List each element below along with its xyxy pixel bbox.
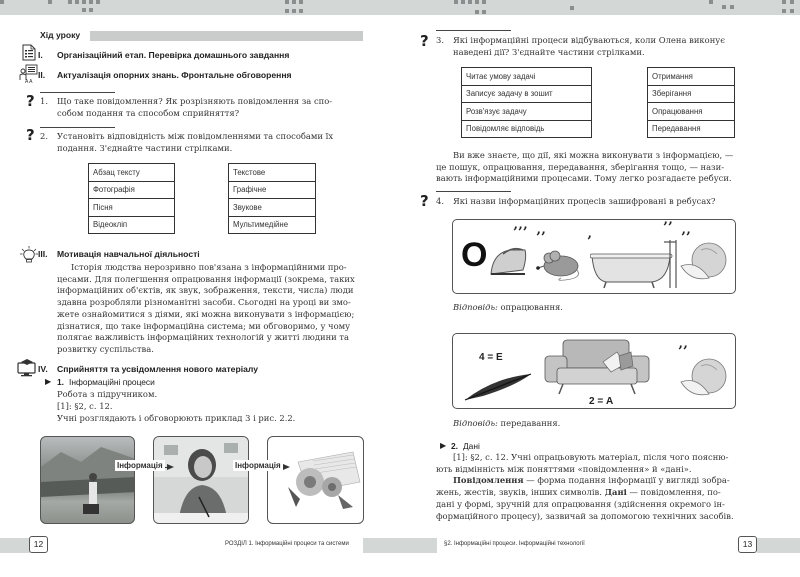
footer-bar	[0, 538, 30, 553]
term-data: Дані	[604, 487, 627, 498]
question-3-line1: Які інформаційні процеси відбуваються, коли Олена виконує	[453, 35, 725, 45]
q2-right-cell: Мультимедійне	[229, 216, 316, 234]
landscape-photo	[40, 436, 135, 524]
girl-writing-photo	[153, 436, 249, 524]
paragraph-line: [1]: §2, с. 12. Учні опрацьовують матеріал, після чого поясню-	[453, 452, 729, 462]
paragraph-line: здавна розробляли різноманітні засоби. Сьогодні на уроці ви змо-	[57, 297, 351, 308]
q2-left-cell: Пісня	[89, 199, 175, 217]
stage-3-title: Мотивація навчальної діяльності	[57, 249, 200, 259]
feather-icon	[463, 372, 535, 402]
subsection-1-line: Робота з підручником.	[57, 389, 158, 399]
question-2-line1: Установіть відповідність між повідомленнями та способами їх	[57, 131, 334, 141]
subsection-1-line: Учні розглядають і обговорюють приклад 3 і рис. 2.2.	[57, 413, 296, 423]
paragraph-text: — форма подання інформації у вигляді зобра-	[523, 475, 730, 486]
question-mark-icon: ?	[420, 32, 429, 50]
rebus-comma-mark: ’	[587, 234, 592, 250]
q3-right-cell: Передавання	[648, 120, 735, 138]
mouse-icon	[535, 248, 585, 284]
lesson-heading: Хід уроку	[40, 30, 81, 40]
paragraph-line: ють відмінність між поняттями «повідомлення» й «дані».	[436, 463, 692, 474]
svg-text:A A: A A	[25, 79, 33, 84]
rebus-hint-4e: 4 = Е	[479, 352, 503, 363]
discussion-group-icon	[18, 64, 38, 84]
q3-right-cell: Зберігання	[648, 85, 735, 103]
rebus-1-box	[452, 219, 736, 294]
stage-2-numeral: II.	[38, 70, 46, 80]
paragraph-line: інформаційних об'єктів, як звук, зображення, тексти, числа) люди	[57, 285, 354, 296]
stage-1-numeral: I.	[38, 50, 43, 60]
paragraph-line: жете ознайомитися з діями, які можна виконувати з інформацією;	[57, 308, 355, 319]
checklist-icon	[22, 44, 36, 61]
question-2-number: 2.	[40, 131, 48, 141]
bathtub-icon	[590, 228, 680, 290]
motivation-paragraph	[57, 262, 367, 356]
question-mark-icon: ?	[26, 92, 35, 110]
q3-left-cell: Повідомляє відповідь	[462, 120, 592, 138]
answer-label: Відповідь:	[453, 418, 498, 428]
page-number: 13	[738, 536, 757, 553]
arrow-head-icon	[167, 464, 174, 470]
melon-icon	[679, 354, 729, 399]
question-1-line2: собом подання та способом сприйняття?	[57, 108, 240, 118]
question-4-number: 4.	[436, 196, 444, 206]
paragraph-line: це пошук, опрацювання, передавання, зберігання тощо, — нази-	[436, 161, 725, 172]
info-arrow-label: Інформація	[117, 461, 163, 470]
top-decor-bar	[400, 0, 800, 15]
iron-icon	[489, 244, 529, 278]
question-rule	[40, 92, 115, 93]
q3-processes-table	[647, 67, 735, 138]
q2-messages-table	[88, 163, 175, 234]
paragraph-line: вають інформаційними процесами. Тому легко розгадаєте ребуси.	[436, 173, 732, 184]
q3-left-cell: Читає умову задачі	[462, 68, 592, 86]
rebus-hint-2a: 2 = А	[589, 396, 614, 407]
bullet-arrow-icon: ▶	[440, 441, 447, 450]
lightbulb-icon	[20, 246, 38, 264]
footer-bar	[400, 538, 437, 553]
paragraph-line	[436, 487, 770, 499]
question-mark-icon: ?	[26, 126, 35, 144]
stage-4-title: Сприйняття та усвідомлення нового матеріалу	[57, 364, 258, 374]
answer-value: передавання.	[500, 418, 561, 428]
right-page	[400, 0, 800, 577]
footer-bar	[363, 538, 400, 553]
rebus-comma-mark: ’’	[536, 230, 546, 246]
footer-chapter-title: РОЗДІЛ 1. Інформаційні процеси та системи	[225, 541, 349, 547]
q2-left-cell: Фотографія	[89, 181, 175, 199]
q2-left-cell: Відеокліп	[89, 216, 175, 234]
question-2-line2: подання. З'єднайте частини стрілками.	[57, 143, 233, 153]
paragraph-text: жень, жестів, звуків, інших символів.	[436, 487, 605, 498]
q2-left-cell: Абзац тексту	[89, 164, 175, 182]
paragraph-line: формаційного процесу), зазвичай за допомогою технічних засобів.	[436, 510, 734, 521]
paragraph-line	[436, 475, 770, 487]
melon-icon	[679, 238, 729, 283]
rebus-comma-mark: ’’	[678, 344, 688, 360]
q2-right-cell: Звукове	[229, 199, 316, 217]
term-message: Повідомлення	[453, 475, 524, 486]
question-1-line1: Що таке повідомлення? Як розрізняють повідомлення за спо-	[57, 96, 333, 106]
rebus-letter: О	[461, 236, 488, 274]
subsection-2-title: Дані	[463, 441, 480, 451]
paragraph-line: полягає важливість інформаційних технологій у житті людини та	[57, 332, 350, 343]
subsection-1-title: Інформаційні процеси	[69, 377, 155, 387]
footer-bar	[757, 538, 800, 553]
paragraph-line: дізнатися, що таке інформаційна система; ми обговоримо, у чому	[57, 320, 351, 331]
paragraph-line: цесами. Для полегшення опрацювання інформації (зокрема, таких	[57, 273, 355, 284]
arrow-head-icon	[283, 464, 290, 470]
question-3-line2: наведені дії? З'єднайте частини стрілками.	[453, 47, 645, 57]
rebus-1-answer	[453, 302, 563, 314]
stage-2-title: Актуалізація опорних знань. Фронтальне обговорення	[57, 70, 292, 80]
paragraph-line: дані у формі, зручній для опрацювання (здійснення окремого ін-	[436, 498, 725, 509]
question-rule	[40, 127, 115, 128]
paragraph-text: — повідомлення, по-	[626, 487, 721, 498]
question-3-number: 3.	[436, 35, 444, 45]
subsection-1-line: [1]: §2, с. 12.	[57, 401, 113, 411]
sofa-icon	[541, 338, 653, 396]
subsection-1-number: 1.	[57, 377, 64, 387]
q3-actions-table	[461, 67, 592, 138]
subsection-2-number: 2.	[451, 441, 458, 451]
stage-4-numeral: IV.	[38, 364, 48, 374]
answer-label: Відповідь:	[453, 302, 498, 312]
q2-right-cell: Графічне	[229, 181, 316, 199]
q3-left-cell: Записує задачу в зошит	[462, 85, 592, 103]
q3-right-cell: Отримання	[648, 68, 735, 86]
question-mark-icon: ?	[420, 192, 429, 210]
paragraph-line: Історія людства нерозривно пов'язана з інформаційними про-	[71, 262, 347, 272]
rebus-comma-mark: ’’	[681, 230, 691, 246]
q3-right-cell: Опрацювання	[648, 103, 735, 121]
stage-3-numeral: III.	[38, 249, 48, 259]
stage-1-title: Організаційний етап. Перевірка домашнього завдання	[57, 50, 290, 60]
q3-left-cell: Розв'язує задачу	[462, 103, 592, 121]
question-1-number: 1.	[40, 96, 48, 106]
footer-section-title: §2. Інформаційні процеси. Інформаційні технології	[444, 541, 585, 547]
intro-paragraph	[436, 150, 766, 185]
paragraph-line: розвитку суспільства.	[57, 343, 154, 354]
question-rule	[436, 30, 511, 31]
computer-graduation-icon	[16, 359, 38, 377]
answer-value: опрацювання.	[500, 302, 563, 312]
q2-right-cell: Текстове	[229, 164, 316, 182]
bullet-arrow-icon: ▶	[45, 377, 52, 386]
rebus-comma-mark: ’’	[663, 220, 673, 236]
flowers-newspaper-photo	[267, 436, 364, 524]
rebus-comma-mark: ’’’	[513, 225, 528, 241]
page-number: 12	[29, 536, 48, 553]
subsection-2-body	[436, 452, 770, 522]
q2-methods-table	[228, 163, 316, 234]
paragraph-line: Ви вже знаєте, що дії, які можна виконувати з інформацією, —	[453, 150, 734, 160]
rebus-2-box	[452, 333, 736, 409]
question-rule	[436, 191, 511, 192]
info-arrow-label: Інформація	[235, 461, 281, 470]
top-decor-bar	[0, 0, 400, 15]
rebus-2-answer	[453, 418, 560, 430]
question-4-text: Які назви інформаційних процесів зашифровані в ребусах?	[453, 196, 716, 206]
heading-rule	[90, 31, 363, 41]
